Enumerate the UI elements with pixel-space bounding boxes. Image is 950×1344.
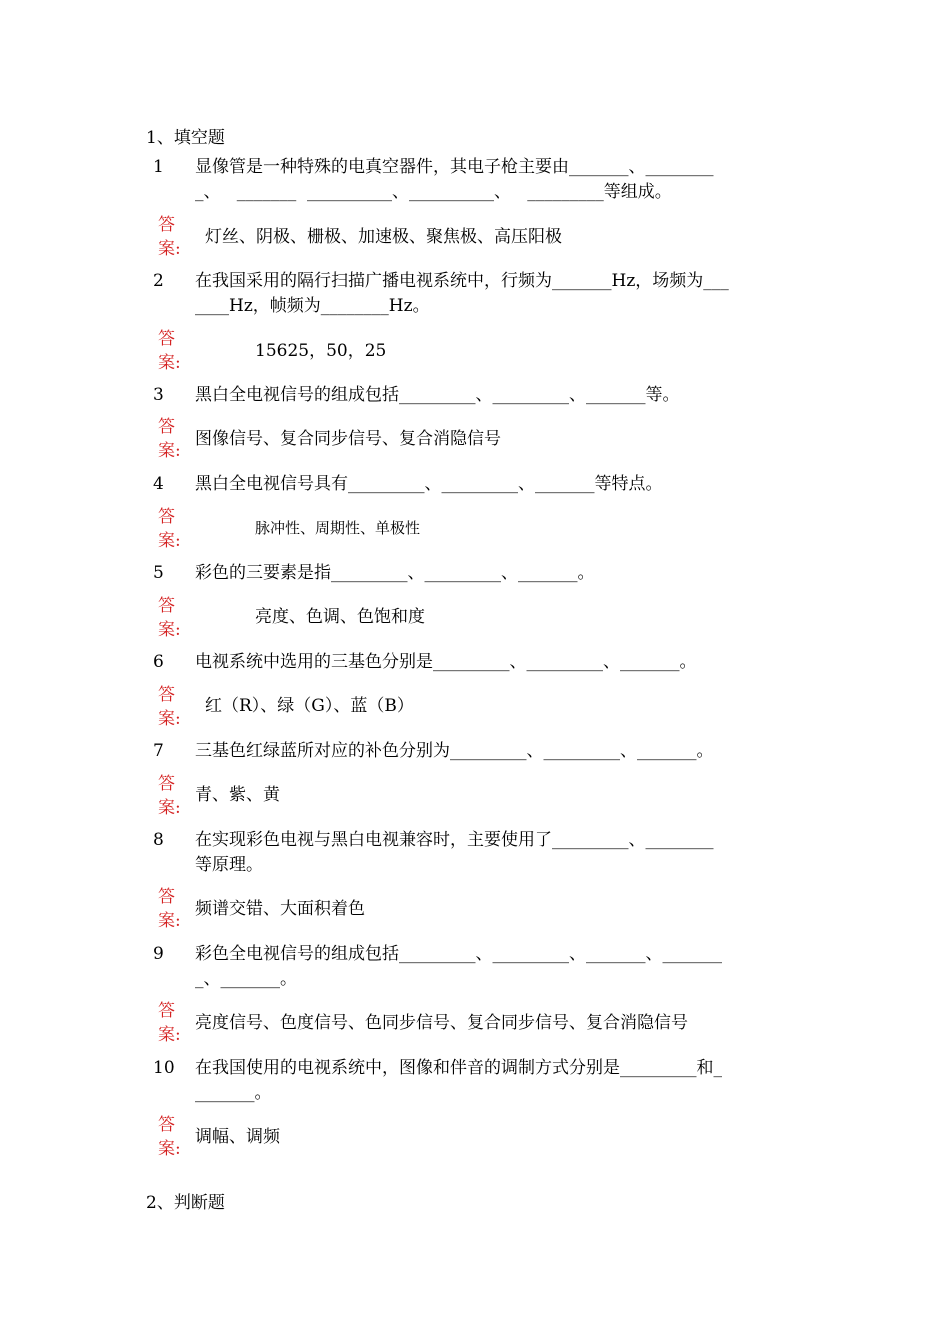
answer-text: 脉冲性、周期性、单极性 (255, 519, 421, 537)
question-text-line: 黑白全电视信号具有_________、_________、_______等特点。 (195, 474, 663, 494)
answer-text: 亮度信号、色度信号、色同步信号、复合同步信号、复合消隐信号 (195, 1013, 688, 1033)
question-text-line: 在我国使用的电视系统中，图像和伴音的调制方式分别是_________和_ (195, 1058, 722, 1078)
question-number: 4 (153, 474, 164, 494)
answer-label: 答 案: (158, 596, 181, 640)
answer-text: 频谱交错、大面积着色 (195, 899, 365, 919)
answer-label: 答 案: (158, 215, 181, 259)
question-number: 6 (153, 652, 164, 672)
question-text-line: 三基色红绿蓝所对应的补色分别为_________、_________、_______。 (195, 741, 714, 761)
answer-text: 红（R）、绿（G）、蓝（B） (205, 696, 414, 716)
question-text-line: 等原理。 (195, 855, 263, 875)
section-title-true-false: 2、判断题 (146, 1193, 225, 1213)
answer-text: 15625，50，25 (255, 341, 387, 361)
question-text-line: 彩色的三要素是指_________、_________、_______。 (195, 563, 595, 583)
answer-text: 青、紫、黄 (195, 785, 280, 805)
question-number: 1 (153, 157, 164, 177)
question-number: 9 (153, 944, 164, 964)
section-title-fill-blank: 1、填空题 (146, 128, 225, 148)
question-number: 8 (153, 830, 164, 850)
answer-label: 答 案: (158, 774, 181, 818)
answer-label: 答 案: (158, 1115, 181, 1159)
answer-label: 答 案: (158, 1001, 181, 1045)
answer-label: 答 案: (158, 685, 181, 729)
question-text-line: 彩色全电视信号的组成包括_________、_________、_______、_______ (195, 944, 722, 964)
question-number: 10 (153, 1058, 175, 1078)
answer-text: 调幅、调频 (195, 1127, 280, 1147)
question-text-line: 电视系统中选用的三基色分别是_________、_________、_______。 (195, 652, 697, 672)
question-text-line: 黑白全电视信号的组成包括_________、_________、_______等。 (195, 385, 680, 405)
answer-label: 答 案: (158, 887, 181, 931)
answer-label: 答 案: (158, 329, 181, 373)
question-text-line: _、 _______ __________、__________、 _________等组成。 (195, 182, 672, 202)
question-text-line: 显像管是一种特殊的电真空器件，其电子枪主要由_______、________ (195, 157, 714, 177)
answer-text: 灯丝、阴极、栅极、加速极、聚焦极、高压阳极 (205, 227, 562, 247)
answer-label: 答 案: (158, 507, 181, 551)
question-number: 2 (153, 271, 164, 291)
question-text-line: _______。 (195, 1083, 272, 1103)
question-text-line: 在我国采用的隔行扫描广播电视系统中，行频为_______Hz，场频为___ (195, 271, 729, 291)
question-number: 5 (153, 563, 164, 583)
question-number: 7 (153, 741, 164, 761)
question-text-line: 在实现彩色电视与黑白电视兼容时，主要使用了_________、________ (195, 830, 714, 850)
question-number: 3 (153, 385, 164, 405)
question-text-line: _、_______。 (195, 969, 297, 989)
answer-label: 答 案: (158, 417, 181, 461)
question-text-line: ____Hz，帧频为________Hz。 (195, 296, 430, 316)
answer-text: 图像信号、复合同步信号、复合消隐信号 (195, 429, 501, 449)
answer-text: 亮度、色调、色饱和度 (255, 607, 425, 627)
